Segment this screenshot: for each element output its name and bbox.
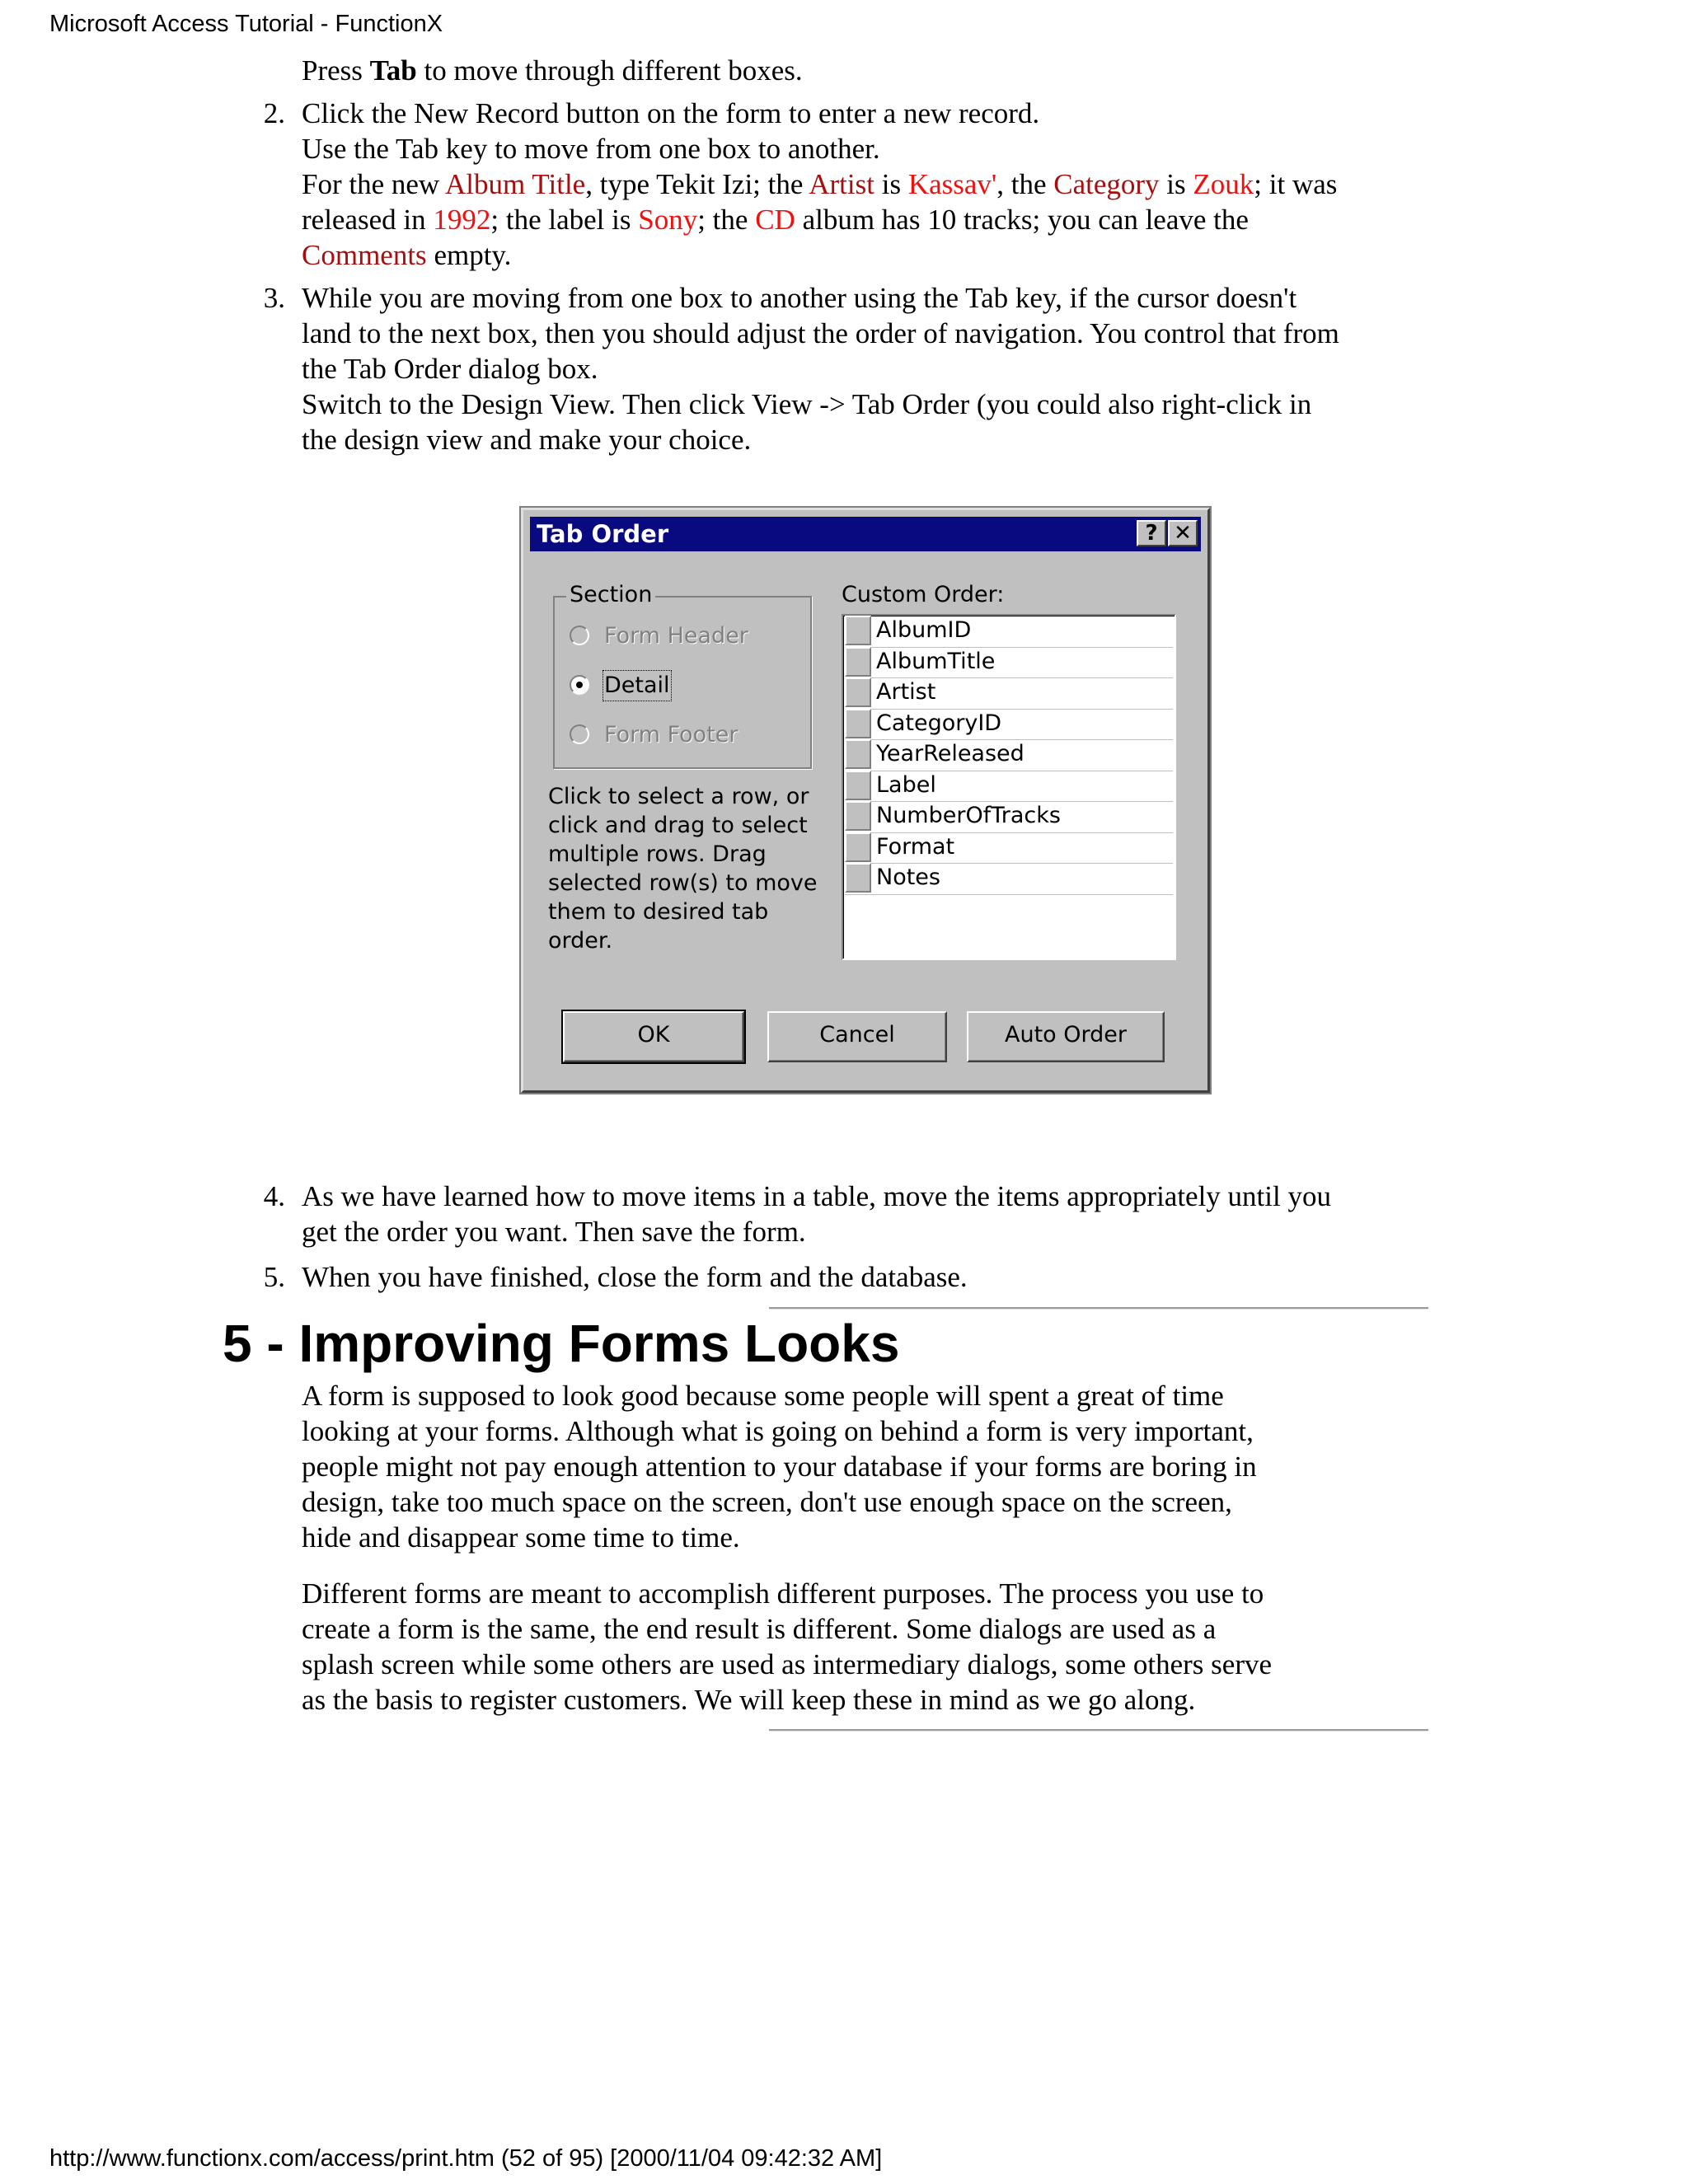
- section-divider: [769, 1307, 1428, 1310]
- step2-line3: [302, 166, 1439, 202]
- hint-line: selected row(s) to move: [548, 870, 818, 896]
- zouk-value: Zouk: [1193, 168, 1254, 200]
- row-selector[interactable]: [845, 863, 871, 893]
- kassav-value: Kassav': [907, 168, 997, 200]
- hint-line: click and drag to select: [548, 813, 808, 838]
- step3-line: land to the next box, then you should adjust the order of navigation. You control that from: [302, 317, 1339, 349]
- para-line: looking at your forms. Although what is going on behind a form is very important,: [302, 1415, 1254, 1447]
- radio-label: Detail: [604, 673, 670, 698]
- page-header: Microsoft Access Tutorial - FunctionX: [49, 11, 443, 37]
- hint-line: them to desired tab: [548, 899, 769, 925]
- instructions-text: [548, 782, 820, 955]
- list-item[interactable]: [845, 677, 1173, 710]
- para-line: people might not pay enough attention to your database if your forms are boring in: [302, 1451, 1257, 1483]
- step5-text: When you have finished, close the form and the database.: [302, 1261, 968, 1293]
- list-item[interactable]: [845, 739, 1173, 771]
- list-item[interactable]: [845, 801, 1173, 833]
- row-selector[interactable]: [845, 616, 871, 645]
- section-paragraph-2: [302, 1576, 1439, 1718]
- step3-line: Switch to the Design View. Then click View -> Tab Order (you could also right-click in: [302, 388, 1312, 420]
- list-item[interactable]: [845, 832, 1173, 865]
- list-item[interactable]: [845, 709, 1173, 741]
- ok-button[interactable]: OK: [563, 1011, 744, 1062]
- para-line: as the basis to register customers. We will keep these in mind as we go along.: [302, 1684, 1196, 1716]
- custom-order-label: Custom Order:: [842, 582, 1005, 607]
- row-selector[interactable]: [845, 647, 871, 677]
- category-term: Category: [1053, 168, 1160, 200]
- step4-number: 4.: [263, 1180, 285, 1212]
- step1-text: Press: [302, 54, 370, 87]
- section-heading: 5 - Improving Forms Looks: [223, 1314, 900, 1373]
- auto-order-button[interactable]: Auto Order: [967, 1011, 1165, 1062]
- sony-value: Sony: [638, 204, 698, 236]
- radio-label: Form Header: [604, 623, 748, 649]
- field-name: YearReleased: [876, 741, 1025, 766]
- section-paragraph-1: [302, 1378, 1439, 1555]
- section-label: Section: [566, 583, 655, 607]
- hint-line: multiple rows. Drag: [548, 841, 767, 867]
- row-selector[interactable]: [845, 739, 871, 769]
- step3-line: While you are moving from one box to another using the Tab key, if the cursor doesn't: [302, 282, 1297, 314]
- radio-dot: [576, 682, 583, 688]
- list-item[interactable]: [845, 647, 1173, 679]
- row-selector[interactable]: [845, 709, 871, 738]
- row-selector[interactable]: [845, 771, 871, 800]
- step4-line: get the order you want. Then save the form.: [302, 1216, 806, 1248]
- tab-key-bold: Tab: [369, 54, 417, 87]
- field-name: Format: [876, 833, 955, 860]
- cd-value: CD: [755, 204, 795, 236]
- step4-text: [302, 1179, 1439, 1249]
- hint-line: order.: [548, 928, 613, 954]
- step3-text: [302, 280, 1439, 457]
- text-span: is: [1159, 168, 1193, 200]
- step2-line1: Click the New Record button on the form to enter a new record.: [302, 97, 1040, 129]
- field-name: CategoryID: [876, 710, 1002, 736]
- para-line: hide and disappear some time to time.: [302, 1521, 740, 1554]
- tab-order-dialog: [521, 508, 1210, 1093]
- field-name: NumberOfTracks: [876, 803, 1061, 828]
- text-span: ; it was: [1254, 168, 1338, 200]
- row-selector[interactable]: [845, 832, 871, 862]
- step1-text-end: to move through different boxes.: [416, 54, 803, 87]
- radio-icon: [570, 626, 589, 645]
- step2-number: 2.: [263, 97, 285, 129]
- help-button[interactable]: ?: [1137, 520, 1166, 546]
- text-span: , type Tekit Izi; the: [585, 168, 809, 200]
- field-name: AlbumTitle: [876, 648, 996, 674]
- list-item[interactable]: [845, 771, 1173, 803]
- step4-line: As we have learned how to move items in a table, move the items appropriately until you: [302, 1180, 1331, 1212]
- dialog-title: Tab Order: [537, 520, 669, 548]
- para-line: create a form is the same, the end result is different. Some dialogs are used as a: [302, 1613, 1217, 1645]
- close-button[interactable]: ✕: [1168, 520, 1198, 546]
- step2-line5: [302, 237, 1439, 273]
- section-divider-bottom: [769, 1729, 1428, 1732]
- radio-icon: [570, 724, 589, 744]
- field-name: Label: [876, 771, 936, 798]
- step2-line4: [302, 202, 1439, 237]
- field-name: AlbumID: [876, 617, 972, 643]
- text-span: For the new: [302, 168, 446, 200]
- page-footer: http://www.functionx.com/access/print.htm (52 of 95) [2000/11/04 09:42:32 AM]: [49, 2145, 883, 2172]
- step3-number: 3.: [263, 282, 285, 314]
- year-value: 1992: [433, 204, 491, 236]
- step2-line2: Use the Tab key to move from one box to another.: [302, 133, 880, 165]
- custom-order-list[interactable]: [842, 614, 1176, 960]
- album-title-term: Album Title: [445, 168, 586, 200]
- row-selector[interactable]: [845, 801, 871, 831]
- dialog-titlebar: [530, 517, 1201, 551]
- step5-number: 5.: [263, 1261, 285, 1293]
- para-line: Different forms are meant to accomplish different purposes. The process you use to: [302, 1577, 1264, 1610]
- cancel-button[interactable]: Cancel: [767, 1011, 947, 1062]
- field-name: Notes: [876, 865, 940, 890]
- text-span: empty.: [426, 239, 512, 271]
- para-line: A form is supposed to look good because some people will spent a great of time: [302, 1380, 1224, 1412]
- artist-term: Artist: [809, 168, 874, 200]
- step2-text: [302, 96, 1439, 273]
- list-item[interactable]: [845, 616, 1173, 648]
- hint-line: Click to select a row, or: [548, 784, 809, 809]
- para-line: splash screen while some others are used as intermediary dialogs, some others serve: [302, 1648, 1273, 1680]
- row-selector[interactable]: [845, 677, 871, 707]
- text-span: album has 10 tracks; you can leave the: [795, 204, 1249, 236]
- step3-line: the design view and make your choice.: [302, 424, 752, 456]
- text-span: ; the label is: [490, 204, 639, 236]
- text-span: ; the: [697, 204, 756, 236]
- radio-label: Form Footer: [604, 722, 738, 748]
- text-span: released in: [302, 204, 434, 236]
- list-item[interactable]: [845, 863, 1173, 895]
- para-line: design, take too much space on the screen, don't use enough space on the screen,: [302, 1486, 1232, 1518]
- step1-continuation: [302, 53, 1439, 88]
- text-span: , the: [996, 168, 1054, 200]
- radio-selected-icon: [570, 675, 589, 695]
- field-name: Artist: [876, 679, 936, 705]
- comments-term: Comments: [302, 239, 427, 271]
- step3-line: the Tab Order dialog box.: [302, 353, 598, 385]
- text-span: is: [874, 168, 908, 200]
